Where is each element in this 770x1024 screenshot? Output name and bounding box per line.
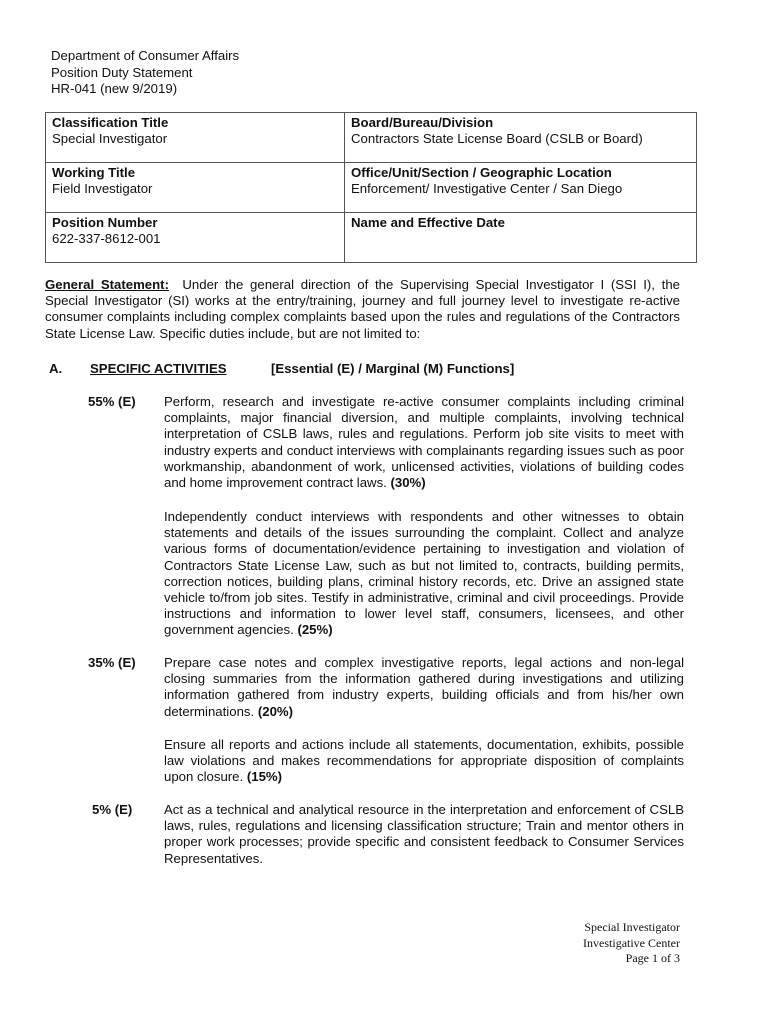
board-label: Board/Bureau/Division — [351, 115, 494, 130]
duty-paragraph — [164, 655, 684, 720]
duty-weight: (30%) — [390, 475, 426, 491]
board-cell — [345, 113, 697, 163]
section-subtitle: [Essential (E) / Marginal (M) Functions] — [271, 361, 515, 376]
duty-percent: 35% (E) — [88, 655, 136, 670]
section-letter: A. — [49, 361, 63, 376]
header-form-number: HR-041 (new 9/2019) — [51, 81, 178, 96]
name-date-label: Name and Effective Date — [351, 215, 505, 230]
board-value: Contractors State License Board (CSLB or Board) — [351, 131, 643, 147]
header-department: Department of Consumer Affairs — [51, 48, 240, 63]
classification-title-label: Classification Title — [52, 115, 169, 130]
duty-text: Ensure all reports and actions include all statements, documentation, exhibits, possible law violations and makes recommendations for appropriate disposition of complaints upon closure. — [164, 737, 684, 785]
duty-weight: (25%) — [297, 622, 333, 638]
duty-percent: 55% (E) — [88, 394, 136, 409]
general-statement — [45, 277, 680, 342]
position-info-table — [45, 112, 697, 263]
duty-text: Perform, research and investigate re-active consumer complaints including criminal complaints, major financial diversion, and multiple complaints, involving technical interpretation of CSLB laws, rules and regulations. Perform job site visits to meet with industry experts and conduct interviews with complainants regarding issues such as poor workmanship, abandonment of work, unlicensed activities, violations of building codes and home improvement contract laws. — [164, 394, 684, 491]
page-footer — [520, 920, 680, 967]
position-number-cell — [46, 213, 345, 263]
duty-paragraph — [164, 509, 684, 639]
duty-weight: (15%) — [246, 769, 283, 785]
duty-text: Independently conduct interviews with respondents and other witnesses to obtain statements and details of the issues surrounding the complaint. Collect and analyze various forms of documentation/evidence pertaining to investigation and violation of Contractors State License Law, such as but not limited to, contracts, building permits, correction notices, building plans, criminal history records, etc. Drive an assigned state vehicle to/from job sites. Testify in administrative, criminal and civil proceedings. Provide instructions and information to lower level staff, consumers, licensees, and other government agencies. — [164, 509, 684, 638]
duty-paragraph — [164, 737, 684, 786]
position-number-value: 622-337-8612-001 — [52, 231, 161, 247]
duty-paragraph — [164, 394, 684, 491]
footer-location: Investigative Center — [583, 935, 680, 950]
duty-text: Prepare case notes and complex investigative reports, legal actions and non-legal closing summaries from the information gathered during investigations and utilizing information gathered from industry experts, building officials and from his/her own determinations. — [164, 655, 684, 719]
classification-title-value: Special Investigator — [52, 131, 168, 147]
classification-title-cell — [46, 113, 345, 163]
working-title-label: Working Title — [52, 165, 136, 180]
duty-text: Act as a technical and analytical resource in the interpretation and enforcement of CSLB laws, rules, regulations and licensing classification structure; Train and mentor others in proper work processes; provide specific and consistent feedback to Consumer Services Representatives. — [164, 802, 684, 866]
header-form-title: Position Duty Statement — [51, 64, 193, 80]
section-title: SPECIFIC ACTIVITIES — [90, 361, 227, 376]
duty-paragraph — [164, 802, 684, 867]
position-number-label: Position Number — [52, 215, 158, 230]
working-title-cell — [46, 163, 345, 213]
office-label: Office/Unit/Section / Geographic Location — [351, 165, 612, 180]
duty-percent: 5% (E) — [92, 802, 133, 817]
general-statement-text: Under the general direction of the Supervising Special Investigator I (SSI I), the Special Investigator (SI) works at the entry/training, journey and full journey level to investigate re-active consumer complaints including complex complaints based upon the rules and regulations of the Contractors State License Law. Specific duties include, but are not limited to: — [45, 277, 680, 341]
footer-classification: Special Investigator — [584, 920, 680, 934]
working-title-value: Field Investigator — [52, 181, 153, 197]
duty-weight: (20%) — [257, 703, 294, 719]
general-statement-label: General Statement: — [45, 277, 169, 292]
office-cell — [345, 163, 697, 213]
document-header — [51, 48, 239, 98]
office-value: Enforcement/ Investigative Center / San Diego — [351, 181, 623, 197]
name-date-cell — [345, 213, 697, 263]
page-number: Page 1 of 3 — [625, 951, 680, 965]
